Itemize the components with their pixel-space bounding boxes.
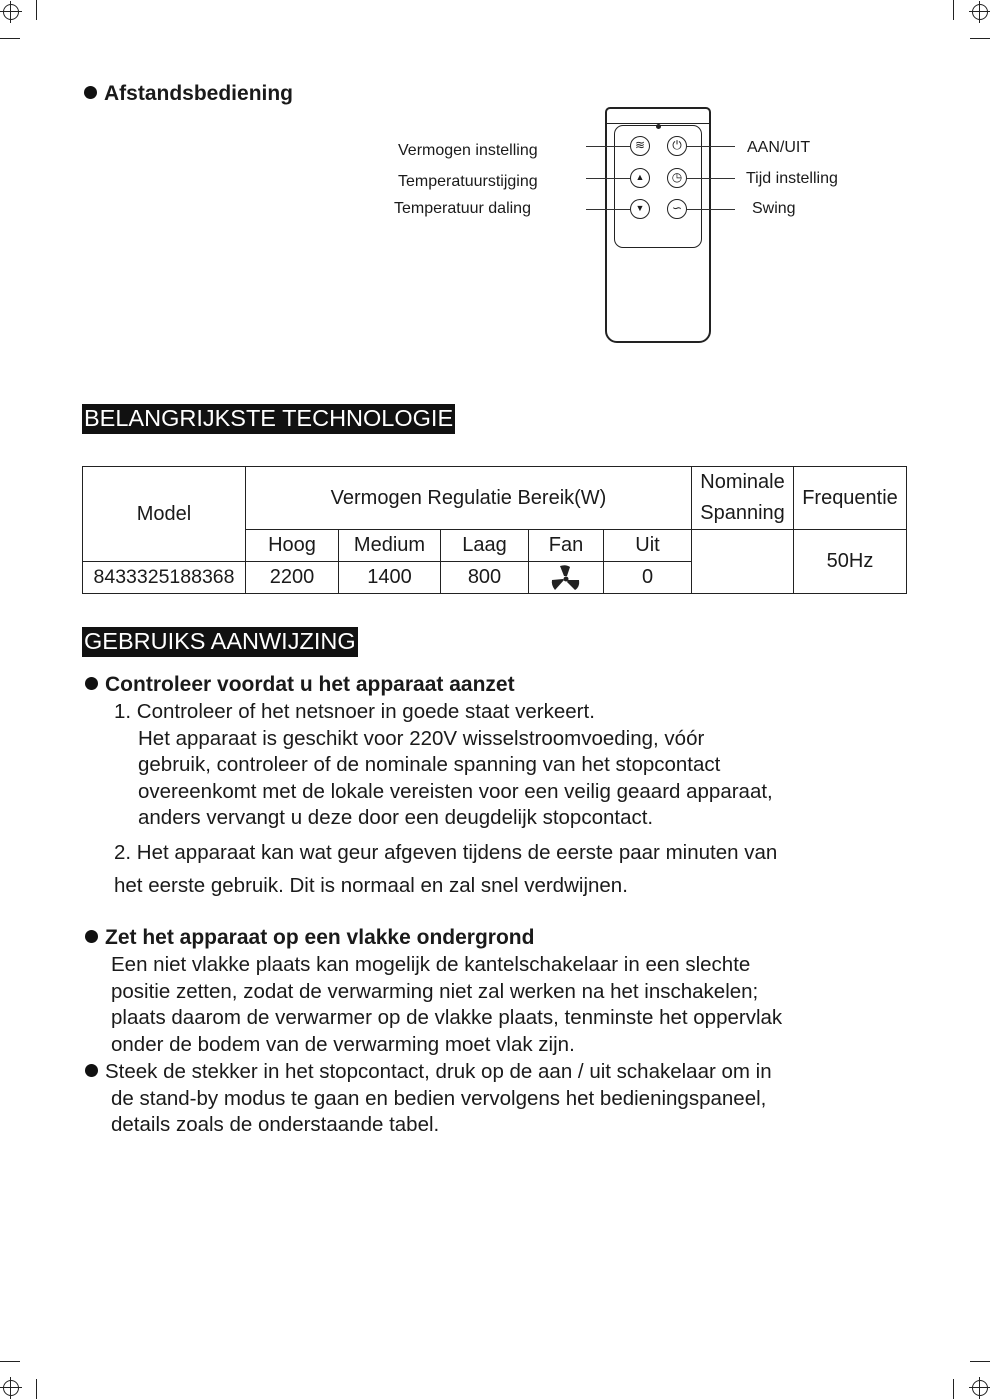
on-off-button-icon: ⏻ <box>667 136 687 156</box>
item2-line1: 2. Het apparaat kan wat geur afgeven tijdens de eerste paar minuten van <box>114 841 778 864</box>
crop-mark <box>970 38 990 39</box>
cell-model: 8433325188368 <box>83 562 246 594</box>
registration-mark-bottom-left <box>3 1380 19 1396</box>
cell-voltage <box>692 530 794 594</box>
header-voltage-line2: Spanning <box>700 502 785 524</box>
cell-frequency: 50Hz <box>794 530 907 594</box>
crop-mark <box>36 1379 37 1399</box>
spec-table <box>82 466 907 594</box>
crop-mark <box>970 1361 990 1362</box>
label-on-off: AAN/UIT <box>747 139 811 156</box>
remote-heading-text: Afstandsbediening <box>104 82 294 105</box>
crop-mark <box>0 1361 20 1362</box>
flat-line3: plaats daarom de verwarmer op de vlakke plaats, tenminste het oppervlak <box>111 1006 783 1029</box>
item2-line2: het eerste gebruik. Dit is normaal en zal snel verdwijnen. <box>114 874 628 897</box>
item1-line3: gebruik, controleer of de nominale spanning van het stopcontact <box>138 753 721 776</box>
flat-line2: positie zetten, zodat de verwarming niet zal werken na het inschakelen; <box>111 980 759 1003</box>
leader-line <box>687 146 735 147</box>
fan-icon <box>550 563 582 593</box>
header-power-range: Vermogen Regulatie Bereik(W) <box>246 467 692 530</box>
plug-line3: details zoals de onderstaande tabel. <box>111 1113 440 1136</box>
leader-line <box>687 209 735 210</box>
subheader-high: Hoog <box>246 530 339 562</box>
crop-mark <box>0 38 20 39</box>
leader-line <box>586 209 630 210</box>
cell-high: 2200 <box>246 562 339 594</box>
bullet-icon <box>85 677 98 690</box>
subheader-off: Uit <box>604 530 692 562</box>
plug-line1-text: Steek de stekker in het stopcontact, druk op de aan / uit schakelaar om in <box>105 1060 772 1083</box>
cell-fan <box>529 562 604 594</box>
bullet-icon <box>85 930 98 943</box>
temp-down-button-icon: ▼ <box>630 199 650 219</box>
remote-top-cap <box>607 109 709 124</box>
subheader-low: Laag <box>441 530 529 562</box>
subheader-medium: Medium <box>339 530 441 562</box>
timer-button-icon: ◷ <box>667 168 687 188</box>
label-power-setting: Vermogen instelling <box>398 142 538 159</box>
registration-mark-top-right <box>972 4 988 20</box>
registration-mark-top-left <box>3 4 19 20</box>
plug-line2: de stand-by modus te gaan en bedien vervolgens het bedieningspaneel, <box>111 1087 767 1110</box>
plug-line1 <box>85 1059 772 1086</box>
header-voltage <box>692 467 794 530</box>
flat-heading-text: Zet het apparaat op een vlakke ondergrond <box>105 926 535 949</box>
crop-mark <box>953 1379 954 1399</box>
header-voltage-line1: Nominale <box>700 471 785 493</box>
subheader-fan: Fan <box>529 530 604 562</box>
swing-button-icon: ∽ <box>667 199 687 219</box>
remote-button-panel <box>614 125 702 248</box>
leader-line <box>586 178 630 179</box>
registration-mark-bottom-right <box>972 1380 988 1396</box>
item1-line5: anders vervangt u deze door een deugdelijk stopcontact. <box>138 806 654 829</box>
flat-line1: Een niet vlakke plaats kan mogelijk de kantelschakelaar in een slechte <box>111 953 751 976</box>
item1-line2: Het apparaat is geschikt voor 220V wisselstroomvoeding, vóór <box>138 727 705 750</box>
cell-off: 0 <box>604 562 692 594</box>
header-frequency: Frequentie <box>794 467 907 530</box>
leader-line <box>687 178 735 179</box>
leader-line <box>586 146 630 147</box>
label-temp-down: Temperatuur daling <box>394 200 531 217</box>
usage-section-heading: GEBRUIKS AANWIJZING <box>82 627 358 657</box>
bullet-icon <box>85 1064 98 1077</box>
item1-line4: overeenkomt met de lokale vereisten voor een veilig geaard apparaat, <box>138 780 773 803</box>
label-swing: Swing <box>752 200 796 217</box>
crop-mark <box>953 0 954 20</box>
temp-up-button-icon: ▲ <box>630 168 650 188</box>
bullet-icon <box>84 86 97 99</box>
tech-section-heading: BELANGRIJKSTE TECHNOLOGIE <box>82 404 455 434</box>
check-heading-text: Controleer voordat u het apparaat aanzet <box>105 673 515 696</box>
header-model: Model <box>83 467 246 562</box>
power-setting-button-icon: ≋ <box>630 136 650 156</box>
flat-line4: onder de bodem van de verwarming moet vlak zijn. <box>111 1033 575 1056</box>
check-heading <box>85 673 515 697</box>
cell-low: 800 <box>441 562 529 594</box>
remote-heading <box>84 82 293 106</box>
label-temp-up: Temperatuurstijging <box>398 173 538 190</box>
crop-mark <box>36 0 37 20</box>
flat-heading <box>85 926 534 950</box>
cell-medium: 1400 <box>339 562 441 594</box>
label-timer: Tijd instelling <box>746 170 838 187</box>
item1-line1: 1. Controleer of het netsnoer in goede staat verkeert. <box>114 700 595 723</box>
